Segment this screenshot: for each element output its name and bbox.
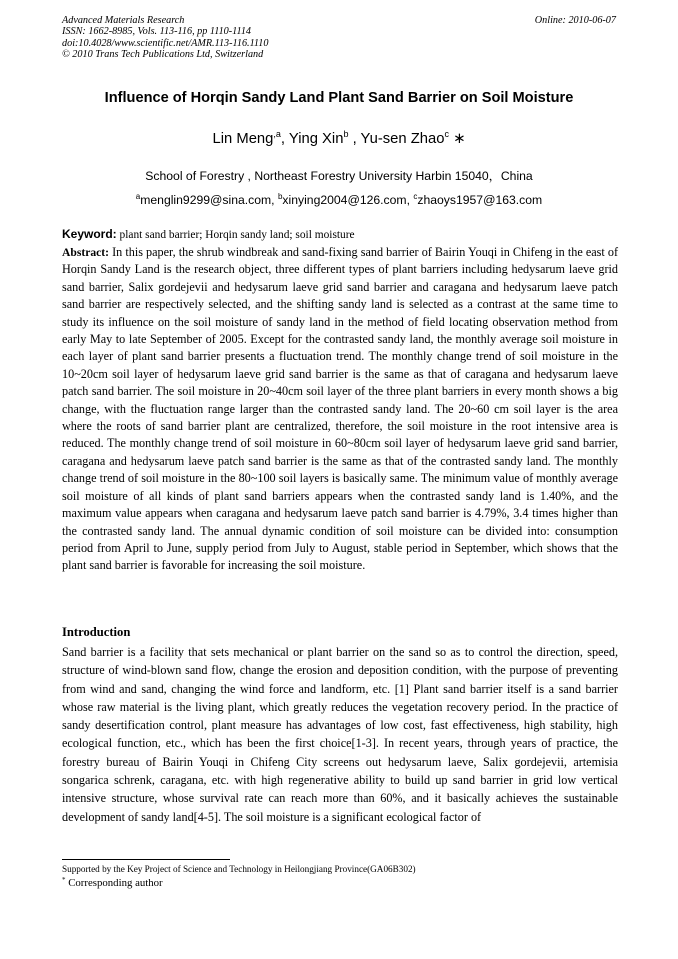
funding-footnote: Supported by the Key Project of Science and Technology in Heilongjiang Province(GA06B302) [62, 864, 416, 874]
section-heading-introduction: Introduction [62, 625, 131, 639]
author-affil-mark: ,a [273, 129, 281, 139]
keywords-label: Keyword: [62, 227, 117, 241]
author-affil-mark: b [343, 129, 349, 139]
copyright-line: © 2010 Trans Tech Publications Ltd, Switzerland [62, 49, 264, 61]
author-list [40, 130, 638, 147]
abstract [62, 244, 618, 575]
email-separator: , [271, 193, 278, 207]
corresponding-mark: ∗ [453, 131, 466, 147]
email-mark: c [413, 192, 418, 201]
author-affil-mark: c [444, 129, 449, 139]
email-mark: b [277, 192, 283, 201]
keywords [62, 227, 618, 241]
paper-title: Influence of Horqin Sandy Land Plant Sand Barrier on Soil Moisture [104, 90, 574, 106]
email-address: xinying2004@126.com [282, 193, 407, 207]
online-date: Online: 2010-06-07 [534, 15, 616, 26]
email-list [40, 193, 638, 207]
email-address: zhaoys1957@163.com [417, 193, 543, 207]
email-mark: a [135, 192, 141, 201]
corresponding-footnote [62, 877, 163, 889]
author-name: Yu-sen Zhao [360, 131, 445, 147]
email-separator: , [406, 193, 414, 207]
journal-name: Advanced Materials Research [62, 15, 185, 26]
affiliation: School of Forestry , Northeast Forestry University Harbin 15040，China [145, 169, 533, 183]
issn-line: ISSN: 1662-8985, Vols. 113-116, pp 1110-1114 [62, 26, 252, 38]
author-separator: , [348, 131, 361, 147]
abstract-label: Abstract: [62, 246, 110, 259]
author-name: Lin Meng [212, 131, 274, 147]
doi-line: doi:10.4028/www.scientific.net/AMR.113-116.1110 [62, 37, 269, 49]
author-separator: , [280, 131, 289, 147]
introduction-paragraph: Sand barrier is a facility that sets mechanical or plant barrier on the sand so as to control the direction, speed, structure of wind-blown sand flow, change the erosion and deposition condition, with the purpose of preventing from wind and sand, changing the wind force and landform, etc. [1] Plant sand barrier itself is a sand barrier whose raw material is the living plant, which greatly reduces the vegetation recovery period. In the practice of sandy desertification control, plant measure has advantages of low cost, fast effectiveness, high stability, high ecological function, etc., which has been the first choice[1-3]. In recent years, through years of practice, the forestry bureau of Bairin Youqi in Chifeng City screens out hedysarum laeve, Salix gordejevii, artemisia songarica schrenk, caragana, etc. with high regenerative ability to build up sand barrier in grid low vertical intensive structure, whose survival rate can reach more than 60%, and it basically achieves the sustainable development of sandy land[4-5]. The soil moisture is a significant ecological factor of [62, 645, 618, 824]
abstract-text: In this paper, the shrub windbreak and sand-fixing sand barrier of Bairin Youqi in Chifeng in the east of Horqin Sandy Land is the research object, three different types of plant barriers including hedysarum laeve grid sand barrier, Salix gordejevii and hedysarum laeve grid sand barrier and caragana and hedysarum laeve patch sand barrier are respectively selected, and the shifting sandy land is selected as a contrast at the same time to study its influence on the soil moisture of sandy land in the method of field locating observation method from early May to late September of 2005. Except for the contrasted sandy land, the monthly average soil moisture in each layer of plant sand barrier presents a fluctuation trend. The monthly change trend of soil moisture in the 10~20cm soil layer of hedysarum laeve grid sand barrier is the same as that of caragana and hedysarum laeve patch sand barrier. The soil moisture in 20~40cm soil layer of the three plant barriers in every month shows a big change, with the fluctuation range larger than the contrasted sandy land. The 20~60 cm soil layer is the area where the roots of sand barrier plant are centralized, therefore, the soil moisture in the root intensive area is reduced. The monthly change trend of soil moisture in 60~80cm soil layer of hedysarum laeve grid sand barrier, caragana and hedysarum laeve patch sand barrier is the same as that of the contrasted sandy land. The monthly change trend of soil moisture in the 80~100 soil layers is basically same. The minimum value of monthly average soil moisture of all kinds of plant sand barriers appears when the contrasted sandy land is 1.40%, and the maximum value appears when caragana and hedysarum laeve patch sand barrier is 4.79%, 3.4 times higher than the contrasted sandy land. The annual dynamic condition of soil moisture can be divided into: consumption period from April to June, supply period from July to August, stable period in September, which shows that the plant sand barrier is favorable for increasing the soil moisture. [62, 245, 619, 573]
footnote-divider [62, 859, 230, 860]
author-name: Ying Xin [288, 131, 344, 147]
corresponding-footnote-text: Corresponding author [65, 877, 163, 889]
email-address: menglin9299@sina.com [140, 193, 272, 207]
keywords-text: plant sand barrier; Horqin sandy land; soil moisture [119, 229, 355, 241]
footnote-star: * [62, 876, 66, 884]
journal-header [62, 15, 616, 61]
